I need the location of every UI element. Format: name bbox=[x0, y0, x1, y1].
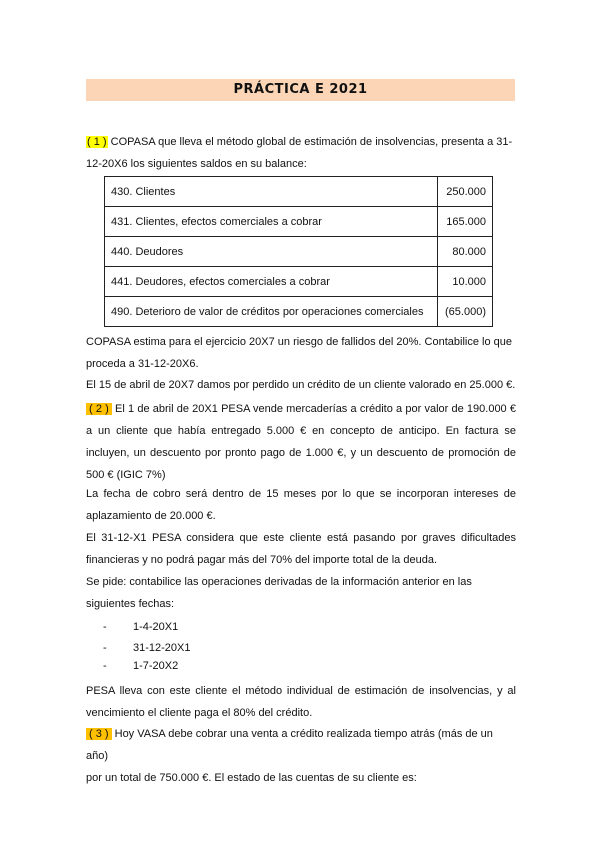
exercise-1-line-2: 12-20X6 los siguientes saldos en su balance: bbox=[86, 158, 307, 170]
paragraph-estimate bbox=[86, 331, 516, 375]
paragraph-task bbox=[86, 571, 516, 615]
task-line-2: siguientes fechas: bbox=[86, 598, 175, 610]
account-label: 490. Deterioro de valor de créditos por operaciones comerciales bbox=[105, 297, 438, 327]
exercise-1-line-1: COPASA que lleva el método global de estimación de insolvencias, presenta a 31- bbox=[110, 136, 513, 148]
exercise-2-text: El 1 de abril de 20X1 PESA vende mercaderías a crédito a por valor de 190.000 € a un cliente que había entregado 5.000 € en concepto de anticipo. En factura se incluyen, un descuento por pronto pago de 1.000 €, y un descuento de promoción de 500 € (IGIC 7%) bbox=[86, 403, 516, 481]
list-bullet: - bbox=[103, 660, 107, 672]
exercise-3-badge: ( 3 ) bbox=[86, 728, 112, 740]
exercise-1-intro bbox=[86, 131, 516, 175]
paragraph-write-off: El 15 de abril de 20X7 damos por perdido un crédito de un cliente valorado en 25.000 €. bbox=[86, 379, 516, 391]
task-line-1: Se pide: contabilice las operaciones derivadas de la información anterior en las bbox=[86, 576, 472, 588]
page-title: PRÁCTICA E 2021 bbox=[233, 82, 368, 97]
table-row bbox=[105, 177, 493, 207]
exercise-2-badge: ( 2 ) bbox=[86, 403, 112, 415]
list-item bbox=[103, 618, 178, 636]
paragraph-method: PESA lleva con este cliente el método individual de estimación de insolvencias, y al vencimiento el cliente paga el 80% del crédito. bbox=[86, 685, 516, 719]
table-row bbox=[105, 297, 493, 327]
account-label: 431. Clientes, efectos comerciales a cobrar bbox=[105, 207, 438, 237]
list-bullet: - bbox=[103, 621, 107, 633]
list-item bbox=[103, 657, 178, 675]
paragraph-difficulties: El 31-12-X1 PESA considera que este cliente está pasando por graves dificultades financieras y no podrá pagar más del 70% del importe total de la deuda. bbox=[86, 532, 516, 566]
exercise-2-intro bbox=[86, 398, 516, 486]
list-bullet: - bbox=[103, 642, 107, 654]
account-label: 440. Deudores bbox=[105, 237, 438, 267]
list-item-label: 1-7-20X2 bbox=[133, 660, 179, 672]
account-amount: (65.000) bbox=[438, 297, 493, 327]
list-item bbox=[103, 639, 191, 657]
exercise-1-badge: ( 1 ) bbox=[87, 136, 107, 148]
table-row bbox=[105, 267, 493, 297]
list-item-label: 31-12-20X1 bbox=[133, 642, 191, 654]
account-amount: 250.000 bbox=[438, 177, 493, 207]
account-amount: 80.000 bbox=[438, 237, 493, 267]
title-banner bbox=[86, 79, 515, 101]
exercise-3-line-2: por un total de 750.000 €. El estado de las cuentas de su cliente es: bbox=[86, 772, 417, 784]
list-item-label: 1-4-20X1 bbox=[133, 621, 179, 633]
account-amount: 165.000 bbox=[438, 207, 493, 237]
exercise-3-intro bbox=[86, 723, 516, 789]
table-row bbox=[105, 237, 493, 267]
account-label: 430. Clientes bbox=[105, 177, 438, 207]
estimate-line-2: proceda a 31-12-20X6. bbox=[86, 358, 199, 370]
table-row bbox=[105, 207, 493, 237]
estimate-line-1: COPASA estima para el ejercicio 20X7 un riesgo de fallidos del 20%. Contabilice lo que bbox=[86, 336, 512, 348]
account-label: 441. Deudores, efectos comerciales a cobrar bbox=[105, 267, 438, 297]
account-amount: 10.000 bbox=[438, 267, 493, 297]
exercise-3-line-1: Hoy VASA debe cobrar una venta a crédito realizada tiempo atrás (más de un año) bbox=[86, 728, 493, 762]
balance-table bbox=[104, 176, 493, 327]
paragraph-deferral: La fecha de cobro será dentro de 15 meses por lo que se incorporan intereses de aplazamiento de 20.000 €. bbox=[86, 488, 516, 522]
